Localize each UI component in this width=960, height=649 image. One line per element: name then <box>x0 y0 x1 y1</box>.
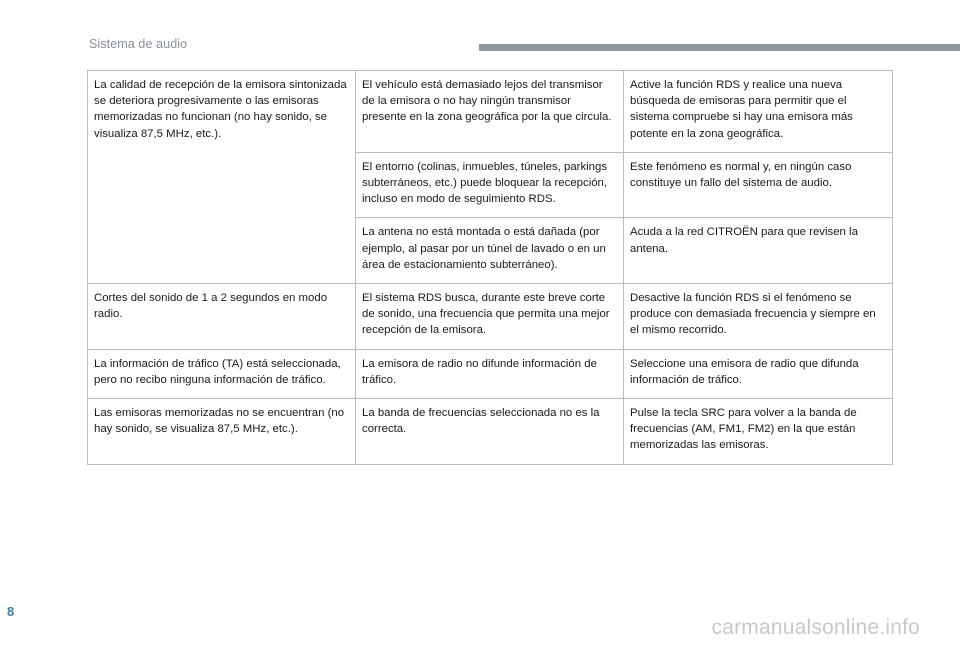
solution-cell: Seleccione una emisora de radio que difunda información de tráfico. <box>624 349 893 398</box>
solution-cell: Este fenómeno es normal y, en ningún caso constituye un fallo del sistema de audio. <box>624 152 893 218</box>
header-divider-bar <box>479 44 960 51</box>
solution-cell: Desactive la función RDS si el fenómeno se produce con demasiada frecuencia y siempre en el mismo recorrido. <box>624 284 893 350</box>
section-title: Sistema de audio <box>89 37 188 51</box>
cause-cell: La antena no está montada o está dañada (por ejemplo, al pasar por un túnel de lavado o en un área de estacionamiento subterráneo). <box>356 218 624 284</box>
cause-cell: El entorno (colinas, inmuebles, túneles, parkings subterráneos, etc.) puede bloquear la recepción, incluso en modo de seguimiento RDS. <box>356 152 624 218</box>
solution-cell: Pulse la tecla SRC para volver a la banda de frecuencias (AM, FM1, FM2) en la que están memorizadas las emisoras. <box>624 399 893 465</box>
cause-cell: El sistema RDS busca, durante este breve corte de sonido, una frecuencia que permita una mejor recepción de la emisora. <box>356 284 624 350</box>
table-row <box>88 349 893 398</box>
solution-cell: Acuda a la red CITROËN para que revisen la antena. <box>624 218 893 284</box>
solution-cell: Active la función RDS y realice una nueva búsqueda de emisoras para permitir que el sistema compruebe si hay una emisora más potente en la zona geográfica. <box>624 71 893 153</box>
cause-cell: La emisora de radio no difunde información de tráfico. <box>356 349 624 398</box>
problem-cell: Cortes del sonido de 1 a 2 segundos en modo radio. <box>88 284 356 350</box>
table-row <box>88 71 893 153</box>
cause-cell: El vehículo está demasiado lejos del transmisor de la emisora o no hay ningún transmisor presente en la zona geográfica por la que circula. <box>356 71 624 153</box>
problem-cell: La información de tráfico (TA) está seleccionada, pero no recibo ninguna información de tráfico. <box>88 349 356 398</box>
problem-cell: Las emisoras memorizadas no se encuentran (no hay sonido, se visualiza 87,5 MHz, etc.). <box>88 399 356 465</box>
troubleshooting-table <box>87 70 893 465</box>
problem-cell: La calidad de recepción de la emisora sintonizada se deteriora progresivamente o las emisoras memorizadas no funcionan (no hay sonido, se visualiza 87,5 MHz, etc.). <box>88 71 356 284</box>
cause-cell: La banda de frecuencias seleccionada no es la correcta. <box>356 399 624 465</box>
page-number: 8 <box>7 604 15 619</box>
table-row <box>88 399 893 465</box>
table-row <box>88 284 893 350</box>
watermark: carmanualsonline.info <box>711 616 920 639</box>
